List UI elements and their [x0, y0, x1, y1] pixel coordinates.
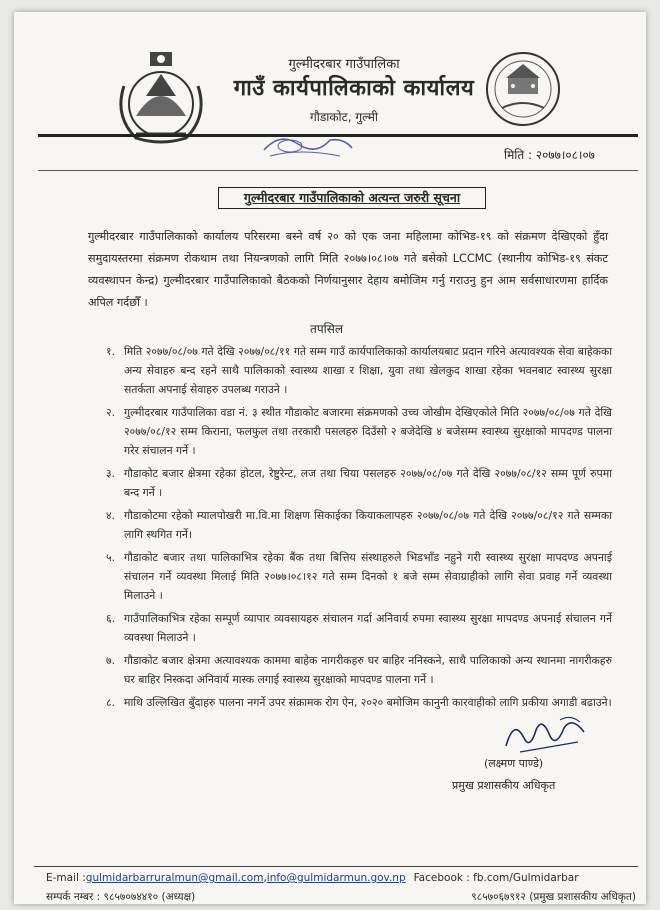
facebook-link[interactable]: Facebook : fb.com/Gulmidarbar	[413, 872, 579, 884]
item-number: ६.	[106, 612, 116, 625]
footer-contacts	[46, 872, 636, 884]
contact-cao: ९८५७०६७९१२ (प्रमुख प्रशासकीय अधिकृत)	[471, 891, 636, 903]
email-link-primary[interactable]: gulmidarbarruralmun@gmail.com	[85, 872, 264, 884]
item-number: ३.	[106, 467, 116, 480]
list-item	[88, 548, 612, 605]
notice-title: गुल्मीदरबार गाउँपालिकाको अत्यन्त जरुरी सूचना	[218, 187, 486, 209]
email-separator: ,	[263, 872, 267, 884]
list-item	[88, 609, 612, 647]
item-number: ८.	[106, 696, 116, 709]
signer-name: (लक्ष्मण पाण्डे)	[484, 757, 544, 770]
notice-page	[14, 12, 646, 904]
list-item	[88, 506, 612, 544]
office-title: गाउँ कार्यपालिकाको कार्यालय	[233, 76, 475, 101]
signer-title: प्रमुख प्रशासकीय अधिकृत	[452, 779, 556, 792]
signature-icon	[500, 712, 590, 756]
list-item	[88, 464, 612, 502]
municipality-name: गुल्मीदरबार गाउँपालिका	[288, 57, 400, 72]
intro-paragraph: गुल्मीदरबार गाउँपालिकाको कार्यालय परिसरमा बस्ने वर्ष २० को एक जना महिलामा कोभिड-१९ को संक्रमण देखिएको हुँदा समुदायस्तरमा संक्रमण रोकथाम तथा नियन्त्रणको लागि मिति २०७७।०८।०७ गते बसेको LCCMC (स्थानीय कोभिड-१९ संकट व्यवस्थापन केन्द्र) गुल्मीदरबार गाउँपालिकाको बैठकको निर्णयानुसार देहाय बमोजिम गर्नु गराउनु हुन आम सर्वसाधारणमा हार्दिक अपिल गर्दछौँ ।	[88, 230, 608, 309]
footer-divider	[34, 866, 638, 867]
item-text: माथि उल्लिखित बुँदाहरु पालना नगर्ने उपर संक्रामक रोग ऐन, २०२० बमोजिम कानुनी कारवाहीको लागि प्रकीया अगाडी बढाउने।	[124, 696, 612, 709]
office-address: गौडाकोट, गुल्मी	[309, 110, 379, 124]
schedule-heading: तपसिल	[310, 322, 344, 336]
item-number: २.	[106, 406, 116, 419]
item-text: मिति २०७७/०८/०७ गते देखि २०७७/०८/११ गते सम्म गाउँ कार्यपालिकाको कार्यालयबाट प्रदान गरिने अत्यावश्यक सेवा बाहेकका अन्य सेवाहरु बन्द रहने साथै पालिकाको स्वास्थ्य शाखा र शिक्षा, युवा तथा खेलकुद शाखा रहेका भवनबाट स्वास्थ्य सुरक्षा सतर्कता अपनाई सेवाहरु उपलब्ध गराउने ।	[124, 345, 612, 396]
item-text: गुल्मीदरबार गाउँपालिका वडा नं. ३ स्थीत गौडाकोट बजारमा संक्रमणको उच्च जोखीम देखिएकोले मिति २०७७/०८/०७ गते देखि २०७७/०८/१२ सम्म किराना, फलफुल तथा तरकारी पसलहरु दिउँसो २ बजेदेखि ४ बजेसम्म स्वास्थ्य सुरक्षाको मापदण्ड पालना गरेर संचालन गर्ने ।	[124, 406, 612, 457]
office-stamp-icon	[260, 130, 356, 160]
item-number: १.	[106, 345, 116, 358]
date-divider	[38, 170, 638, 171]
item-text: गौडाकोट बजार क्षेत्रमा रहेका होटल, रेष्टुरेन्ट, लज तथा चिया पसलहरु २०७७/०८/०७ गते देखि २०७७/०८/१२ सम्म पूर्ण रुपमा बन्द गर्ने ।	[124, 467, 612, 499]
notice-date: मिति : २०७७।०८।०७	[504, 148, 595, 162]
list-item	[88, 342, 612, 399]
directive-list	[88, 342, 612, 716]
item-text: गौडाकोट बजार तथा पालिकाभित्र रहेका बैंक तथा बित्तिय संस्थाहरुले भिडभाँड नहुने गरी स्वास्थ्य सुरक्षा मापदण्ड अपनाई संचालन गर्ने व्यवस्था मिलाई मिति २०७७।०८।१२ गते सम्म दिनको १ बजे सम्म सेवाग्राहीको लागि सेवा प्रवाह गर्ने व्यवस्था मिलाउने ।	[124, 551, 612, 602]
item-text: गाउँपालिकाभित्र रहेका सम्पूर्ण व्यापार व्यवसायहरु संचालन गर्दा अनिवार्य रुपमा स्वास्थ्य सुरक्षा मापदण्ड अपनाई संचालन गर्ने व्यवस्था मिलाउने ।	[124, 612, 612, 644]
footer-phones	[46, 890, 636, 904]
item-number: ५.	[106, 551, 116, 564]
nepal-emblem-icon	[106, 46, 216, 146]
contact-chair: सम्पर्क नम्बर : ९८५७०७४४१० (अध्यक्ष)	[46, 891, 196, 903]
item-number: ४.	[106, 509, 116, 522]
email-link-info[interactable]: info@gulmidarmun.gov.np	[266, 872, 406, 884]
municipality-seal-icon	[484, 50, 562, 128]
item-text: गौडाकोटमा रहेको म्यालपोखरी मा.वि.मा शिक्षण सिकाईका कियाकलापहरु २०७७/०८/०७ गते देखि २०७७/०८/१२ गते सम्मका लागि स्थगित गर्ने।	[124, 509, 612, 541]
list-item	[88, 693, 612, 712]
item-number: ७.	[106, 654, 116, 667]
email-label: E-mail :	[46, 872, 86, 884]
item-text: गौडाकोट बजार क्षेत्रमा अत्यावश्यक काममा बाहेक नागरीकहरु घर बाहिर ननिस्कने, साथै पालिकाको अन्य स्थानमा नागरीकहरु घर बाहिर निस्कदा अनिवार्य मास्क लगाई स्वास्थ्य सुरक्षाको मापदण्ड पालना गर्ने ।	[124, 654, 612, 686]
list-item	[88, 403, 612, 460]
list-item	[88, 651, 612, 689]
